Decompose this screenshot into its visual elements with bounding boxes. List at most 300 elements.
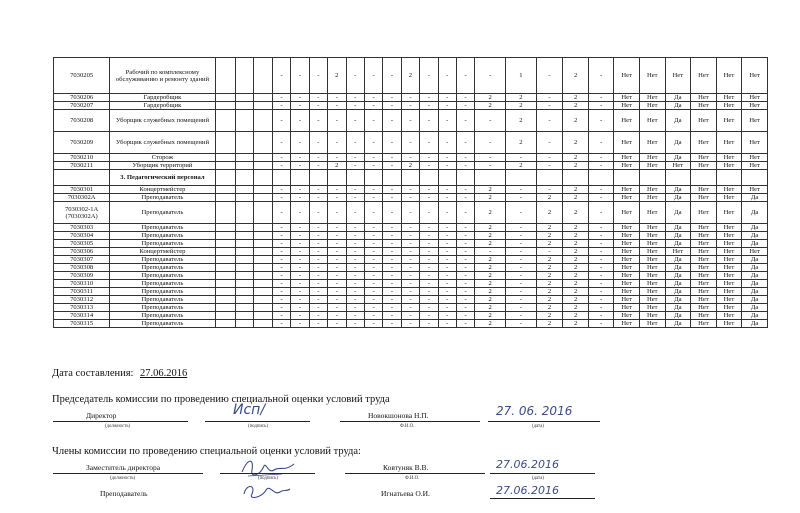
value-cell: - bbox=[383, 320, 401, 328]
empty-cell bbox=[236, 102, 254, 110]
value-cell: 2 bbox=[506, 132, 537, 154]
value-cell: - bbox=[588, 154, 614, 162]
value-cell: - bbox=[588, 320, 614, 328]
value-cell: - bbox=[383, 312, 401, 320]
empty-cell bbox=[215, 272, 235, 280]
position-name: Преподаватель bbox=[110, 296, 215, 304]
value-cell: - bbox=[588, 132, 614, 154]
value-cell: - bbox=[438, 132, 456, 154]
position-name: Уборщик служебных помещений bbox=[110, 110, 215, 132]
value-cell: 2 bbox=[563, 272, 589, 280]
value-cell: 2 bbox=[536, 256, 563, 264]
value-cell: Нет bbox=[716, 240, 742, 248]
empty-cell bbox=[291, 170, 309, 186]
position-name: Преподаватель bbox=[110, 232, 215, 240]
value-cell: - bbox=[383, 132, 401, 154]
value-cell: Нет bbox=[716, 280, 742, 288]
value-cell: - bbox=[272, 272, 290, 280]
value-cell: - bbox=[346, 248, 364, 256]
empty-cell bbox=[475, 170, 506, 186]
value-cell: - bbox=[456, 288, 474, 296]
value-cell: - bbox=[438, 224, 456, 232]
value-cell: - bbox=[438, 102, 456, 110]
value-cell: - bbox=[346, 256, 364, 264]
value-cell: 2 bbox=[475, 224, 506, 232]
value-cell: - bbox=[536, 102, 563, 110]
value-cell: - bbox=[328, 110, 346, 132]
value-cell: - bbox=[438, 256, 456, 264]
value-cell: - bbox=[588, 162, 614, 170]
value-cell: Нет bbox=[716, 110, 742, 132]
value-cell: - bbox=[328, 320, 346, 328]
value-cell: 2 bbox=[536, 194, 563, 202]
value-cell: - bbox=[291, 248, 309, 256]
value-cell: - bbox=[309, 280, 327, 288]
value-cell: - bbox=[588, 312, 614, 320]
value-cell: - bbox=[401, 102, 419, 110]
value-cell: Нет bbox=[716, 320, 742, 328]
value-cell: Да bbox=[665, 280, 691, 288]
empty-cell bbox=[254, 132, 272, 154]
value-cell: - bbox=[328, 132, 346, 154]
value-cell: - bbox=[364, 320, 382, 328]
empty-cell bbox=[215, 264, 235, 272]
value-cell: - bbox=[420, 202, 438, 224]
position-name: Концертмейстер bbox=[110, 248, 215, 256]
value-cell: - bbox=[309, 232, 327, 240]
value-cell: 2 bbox=[563, 132, 589, 154]
value-cell: 2 bbox=[536, 202, 563, 224]
value-cell: Нет bbox=[614, 272, 640, 280]
value-cell: 2 bbox=[475, 288, 506, 296]
value-cell: - bbox=[346, 154, 364, 162]
value-cell: Нет bbox=[640, 110, 666, 132]
value-cell: - bbox=[272, 264, 290, 272]
value-cell: - bbox=[401, 240, 419, 248]
workplace-code: 7030305 bbox=[54, 240, 110, 248]
value-cell: - bbox=[383, 224, 401, 232]
member1-signature-line bbox=[220, 473, 315, 474]
value-cell: - bbox=[456, 296, 474, 304]
table-row bbox=[54, 264, 768, 272]
value-cell: Да bbox=[665, 202, 691, 224]
value-cell: - bbox=[401, 110, 419, 132]
workplace-code: 7030301 bbox=[54, 186, 110, 194]
value-cell: - bbox=[506, 248, 537, 256]
empty-cell bbox=[401, 170, 419, 186]
value-cell: - bbox=[588, 304, 614, 312]
section-code-cell bbox=[54, 170, 110, 186]
value-cell: Да bbox=[665, 296, 691, 304]
value-cell: - bbox=[456, 264, 474, 272]
member1-position-line bbox=[53, 473, 203, 474]
value-cell: - bbox=[438, 202, 456, 224]
value-cell: 2 bbox=[563, 102, 589, 110]
value-cell: - bbox=[346, 272, 364, 280]
value-cell: - bbox=[420, 264, 438, 272]
value-cell: - bbox=[536, 186, 563, 194]
value-cell: - bbox=[438, 272, 456, 280]
value-cell: - bbox=[420, 248, 438, 256]
value-cell: - bbox=[383, 186, 401, 194]
value-cell: - bbox=[456, 186, 474, 194]
value-cell: Да bbox=[665, 312, 691, 320]
value-cell: Нет bbox=[640, 272, 666, 280]
table-row bbox=[54, 304, 768, 312]
value-cell: - bbox=[401, 194, 419, 202]
empty-cell bbox=[456, 170, 474, 186]
value-cell: Нет bbox=[691, 162, 717, 170]
value-cell: 2 bbox=[475, 296, 506, 304]
table-row bbox=[54, 256, 768, 264]
value-cell: - bbox=[309, 312, 327, 320]
workplace-code: 7030205 bbox=[54, 58, 110, 94]
table-row bbox=[54, 296, 768, 304]
value-cell: - bbox=[438, 264, 456, 272]
value-cell: - bbox=[588, 58, 614, 94]
value-cell: - bbox=[309, 224, 327, 232]
value-cell: - bbox=[272, 256, 290, 264]
value-cell: - bbox=[401, 320, 419, 328]
value-cell: Нет bbox=[614, 312, 640, 320]
value-cell: Нет bbox=[742, 58, 768, 94]
empty-cell bbox=[215, 162, 235, 170]
value-cell: - bbox=[420, 288, 438, 296]
value-cell: - bbox=[401, 264, 419, 272]
value-cell: - bbox=[420, 58, 438, 94]
value-cell: Нет bbox=[665, 162, 691, 170]
value-cell: - bbox=[328, 248, 346, 256]
value-cell: Нет bbox=[742, 162, 768, 170]
workplace-code: 7030302А bbox=[54, 194, 110, 202]
section-title: 3. Педагогический персонал bbox=[110, 170, 215, 186]
workplace-code: 7030208 bbox=[54, 110, 110, 132]
chair-position-hint: (должность) bbox=[105, 424, 131, 429]
value-cell: Нет bbox=[640, 248, 666, 256]
value-cell: Да bbox=[665, 264, 691, 272]
value-cell: - bbox=[346, 296, 364, 304]
value-cell: Нет bbox=[691, 186, 717, 194]
value-cell: - bbox=[438, 304, 456, 312]
value-cell: - bbox=[588, 256, 614, 264]
value-cell: - bbox=[364, 272, 382, 280]
value-cell: Да bbox=[742, 280, 768, 288]
value-cell: Нет bbox=[691, 110, 717, 132]
value-cell: Нет bbox=[614, 296, 640, 304]
value-cell: Да bbox=[665, 132, 691, 154]
value-cell: - bbox=[475, 248, 506, 256]
value-cell: - bbox=[420, 320, 438, 328]
chair-signature: Исп/ bbox=[233, 402, 266, 418]
value-cell: - bbox=[272, 154, 290, 162]
value-cell: Нет bbox=[614, 264, 640, 272]
value-cell: - bbox=[328, 304, 346, 312]
value-cell: - bbox=[272, 304, 290, 312]
position-name: Преподаватель bbox=[110, 256, 215, 264]
workplace-code: 7030306 bbox=[54, 248, 110, 256]
value-cell: - bbox=[309, 240, 327, 248]
position-name: Преподаватель bbox=[110, 194, 215, 202]
chair-title: Председатель комиссии по проведению специальной оценки условий труда bbox=[52, 394, 390, 405]
table-row bbox=[54, 202, 768, 224]
empty-cell bbox=[215, 240, 235, 248]
empty-cell bbox=[215, 232, 235, 240]
value-cell: Да bbox=[665, 304, 691, 312]
empty-cell bbox=[254, 58, 272, 94]
value-cell: - bbox=[364, 186, 382, 194]
value-cell: - bbox=[420, 280, 438, 288]
value-cell: - bbox=[438, 58, 456, 94]
value-cell: 2 bbox=[536, 264, 563, 272]
position-name: Уборщик территорий bbox=[110, 162, 215, 170]
value-cell: 2 bbox=[563, 304, 589, 312]
value-cell: 2 bbox=[563, 110, 589, 132]
chair-name-line bbox=[340, 421, 480, 422]
value-cell: - bbox=[346, 264, 364, 272]
value-cell: Нет bbox=[614, 256, 640, 264]
value-cell: 2 bbox=[475, 264, 506, 272]
value-cell: - bbox=[309, 320, 327, 328]
value-cell: Нет bbox=[716, 288, 742, 296]
empty-cell bbox=[215, 248, 235, 256]
value-cell: - bbox=[291, 110, 309, 132]
empty-cell bbox=[254, 272, 272, 280]
date-compiled-value: 27.06.2016 bbox=[140, 368, 188, 379]
value-cell: Нет bbox=[691, 194, 717, 202]
value-cell: 2 bbox=[475, 186, 506, 194]
value-cell: - bbox=[272, 224, 290, 232]
value-cell: - bbox=[291, 102, 309, 110]
value-cell: Нет bbox=[716, 58, 742, 94]
value-cell: Да bbox=[742, 224, 768, 232]
working-conditions-table bbox=[53, 57, 768, 328]
value-cell: 2 bbox=[536, 296, 563, 304]
value-cell: - bbox=[506, 240, 537, 248]
workplace-code: 7030311 bbox=[54, 288, 110, 296]
table-row bbox=[54, 162, 768, 170]
value-cell: - bbox=[364, 248, 382, 256]
workplace-code: 7030313 bbox=[54, 304, 110, 312]
value-cell: Нет bbox=[742, 154, 768, 162]
empty-cell bbox=[215, 202, 235, 224]
value-cell: - bbox=[588, 232, 614, 240]
position-name: Преподаватель bbox=[110, 304, 215, 312]
value-cell: - bbox=[383, 202, 401, 224]
value-cell: - bbox=[291, 288, 309, 296]
value-cell: - bbox=[383, 288, 401, 296]
value-cell: - bbox=[364, 256, 382, 264]
workplace-code: 7030307 bbox=[54, 256, 110, 264]
empty-cell bbox=[254, 288, 272, 296]
value-cell: Нет bbox=[640, 232, 666, 240]
member2-date: 27.06.2016 bbox=[496, 484, 559, 497]
value-cell: Нет bbox=[716, 296, 742, 304]
empty-cell bbox=[215, 186, 235, 194]
position-name: Преподаватель bbox=[110, 224, 215, 232]
value-cell: - bbox=[536, 248, 563, 256]
value-cell: - bbox=[420, 232, 438, 240]
value-cell: 2 bbox=[475, 94, 506, 102]
value-cell: Да bbox=[665, 232, 691, 240]
value-cell: Нет bbox=[691, 312, 717, 320]
value-cell: Нет bbox=[614, 202, 640, 224]
value-cell: - bbox=[364, 110, 382, 132]
value-cell: - bbox=[364, 58, 382, 94]
value-cell: Нет bbox=[691, 224, 717, 232]
member2-signature bbox=[238, 480, 294, 502]
value-cell: Нет bbox=[742, 132, 768, 154]
value-cell: - bbox=[309, 248, 327, 256]
value-cell: Да bbox=[665, 102, 691, 110]
value-cell: - bbox=[456, 110, 474, 132]
member1-position-hint: (должность) bbox=[110, 476, 136, 481]
value-cell: - bbox=[456, 194, 474, 202]
value-cell: Нет bbox=[614, 240, 640, 248]
empty-cell bbox=[665, 170, 691, 186]
value-cell: - bbox=[364, 280, 382, 288]
value-cell: - bbox=[506, 256, 537, 264]
value-cell: - bbox=[420, 102, 438, 110]
value-cell: 2 bbox=[506, 94, 537, 102]
value-cell: - bbox=[309, 272, 327, 280]
empty-cell bbox=[254, 94, 272, 102]
value-cell: - bbox=[346, 186, 364, 194]
value-cell: - bbox=[456, 312, 474, 320]
value-cell: - bbox=[346, 288, 364, 296]
value-cell: 2 bbox=[475, 312, 506, 320]
value-cell: Нет bbox=[640, 296, 666, 304]
value-cell: Да bbox=[742, 288, 768, 296]
empty-cell bbox=[236, 94, 254, 102]
member1-date-hint: (дата) bbox=[532, 476, 544, 481]
value-cell: - bbox=[291, 232, 309, 240]
value-cell: Нет bbox=[691, 248, 717, 256]
section-row bbox=[54, 170, 768, 186]
value-cell: - bbox=[588, 102, 614, 110]
empty-cell bbox=[254, 202, 272, 224]
value-cell: 2 bbox=[563, 224, 589, 232]
value-cell: Нет bbox=[691, 280, 717, 288]
value-cell: - bbox=[475, 58, 506, 94]
empty-cell bbox=[215, 170, 235, 186]
value-cell: - bbox=[383, 58, 401, 94]
empty-cell bbox=[254, 304, 272, 312]
value-cell: Нет bbox=[640, 94, 666, 102]
value-cell: - bbox=[401, 94, 419, 102]
value-cell: - bbox=[383, 94, 401, 102]
empty-cell bbox=[236, 162, 254, 170]
value-cell: - bbox=[383, 110, 401, 132]
value-cell: - bbox=[328, 240, 346, 248]
value-cell: Нет bbox=[691, 264, 717, 272]
value-cell: 2 bbox=[536, 272, 563, 280]
empty-cell bbox=[691, 170, 717, 186]
empty-cell bbox=[254, 162, 272, 170]
value-cell: Нет bbox=[640, 288, 666, 296]
value-cell: - bbox=[291, 132, 309, 154]
empty-cell bbox=[215, 304, 235, 312]
value-cell: 2 bbox=[563, 240, 589, 248]
empty-cell bbox=[640, 170, 666, 186]
value-cell: - bbox=[588, 194, 614, 202]
value-cell: Нет bbox=[716, 272, 742, 280]
value-cell: - bbox=[364, 202, 382, 224]
value-cell: - bbox=[291, 154, 309, 162]
value-cell: - bbox=[420, 272, 438, 280]
empty-cell bbox=[215, 224, 235, 232]
value-cell: - bbox=[420, 240, 438, 248]
empty-cell bbox=[383, 170, 401, 186]
value-cell: Нет bbox=[691, 320, 717, 328]
value-cell: - bbox=[328, 256, 346, 264]
value-cell: Нет bbox=[640, 256, 666, 264]
value-cell: Нет bbox=[665, 248, 691, 256]
value-cell: - bbox=[291, 162, 309, 170]
empty-cell bbox=[215, 194, 235, 202]
member2-name: Игнатьева О.И. bbox=[381, 489, 430, 498]
position-name: Уборщик служебных помещений bbox=[110, 132, 215, 154]
value-cell: Нет bbox=[691, 94, 717, 102]
empty-cell bbox=[254, 154, 272, 162]
value-cell: - bbox=[401, 186, 419, 194]
value-cell: - bbox=[346, 202, 364, 224]
position-name: Преподаватель bbox=[110, 202, 215, 224]
empty-cell bbox=[236, 154, 254, 162]
table-row bbox=[54, 248, 768, 256]
value-cell: - bbox=[364, 224, 382, 232]
value-cell: Да bbox=[742, 264, 768, 272]
value-cell: - bbox=[328, 296, 346, 304]
value-cell: - bbox=[506, 194, 537, 202]
value-cell: Нет bbox=[716, 102, 742, 110]
empty-cell bbox=[254, 248, 272, 256]
value-cell: - bbox=[475, 154, 506, 162]
empty-cell bbox=[254, 186, 272, 194]
member1-name: Ковтуняк В.В. bbox=[383, 463, 429, 472]
value-cell: - bbox=[328, 202, 346, 224]
empty-cell bbox=[215, 154, 235, 162]
member1-signature-hint: (подпись) bbox=[258, 476, 278, 481]
value-cell: 2 bbox=[563, 256, 589, 264]
value-cell: 2 bbox=[563, 264, 589, 272]
value-cell: - bbox=[291, 264, 309, 272]
position-name: Гардеробщик bbox=[110, 94, 215, 102]
value-cell: Да bbox=[665, 240, 691, 248]
value-cell: - bbox=[588, 240, 614, 248]
value-cell: - bbox=[401, 232, 419, 240]
value-cell: - bbox=[506, 272, 537, 280]
value-cell: - bbox=[346, 102, 364, 110]
value-cell: - bbox=[383, 264, 401, 272]
value-cell: - bbox=[438, 240, 456, 248]
empty-cell bbox=[536, 170, 563, 186]
value-cell: - bbox=[291, 304, 309, 312]
value-cell: - bbox=[438, 232, 456, 240]
empty-cell bbox=[364, 170, 382, 186]
members-title: Члены комиссии по проведению специальной оценки условий труда: bbox=[52, 446, 361, 457]
value-cell: - bbox=[383, 232, 401, 240]
chair-date-hint: (дата) bbox=[532, 424, 544, 429]
table-row bbox=[54, 240, 768, 248]
value-cell: - bbox=[401, 288, 419, 296]
value-cell: Нет bbox=[614, 154, 640, 162]
value-cell: - bbox=[328, 154, 346, 162]
value-cell: - bbox=[536, 162, 563, 170]
position-name: Преподаватель bbox=[110, 312, 215, 320]
value-cell: - bbox=[420, 186, 438, 194]
value-cell: - bbox=[420, 304, 438, 312]
empty-cell bbox=[236, 132, 254, 154]
